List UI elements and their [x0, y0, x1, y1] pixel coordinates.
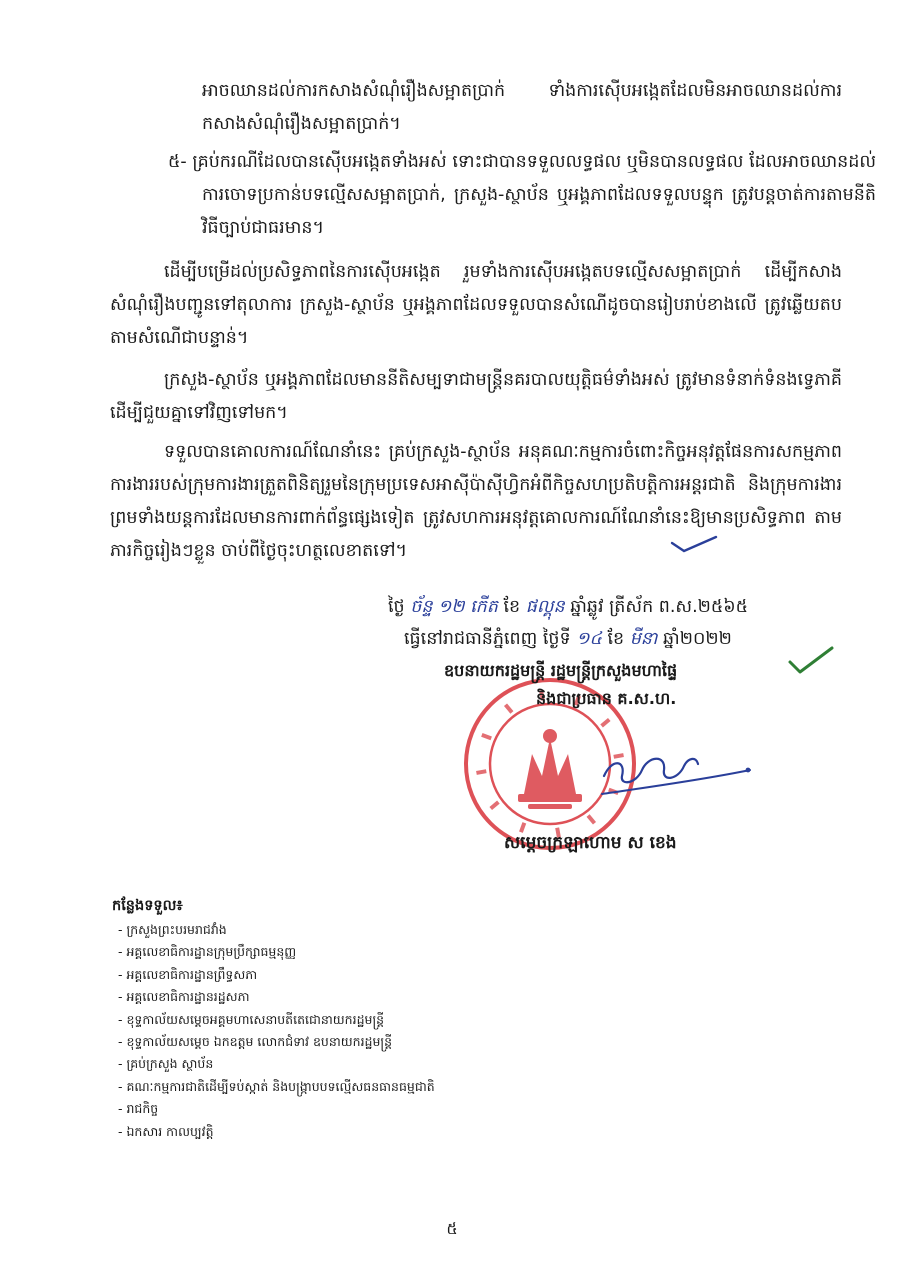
list-item: - ក្រសួងព្រះបរមរាជវាំង: [118, 919, 435, 941]
signatory-title-line-1: ឧបនាយករដ្ឋមន្ត្រី រដ្ឋមន្ត្រីក្រសួងមហាផ្ទៃ: [444, 661, 678, 680]
lunar-phase: កើត: [470, 597, 498, 617]
solar-month: មីនា: [629, 629, 658, 649]
recipients-title: កន្លែងទទួល៖: [112, 898, 183, 914]
lunar-day-name: ច័ន្ទ: [410, 597, 433, 617]
list-item: - ខុទ្ទកាល័យសម្តេច ឯកឧត្តម លោកជំទាវ ឧបនាយករដ្ឋមន្ត្រី: [118, 1031, 435, 1053]
lunar-year: ឆ្នាំឆ្លូវ ត្រីស័ក ព.ស.២៥៦៥: [570, 597, 749, 617]
solar-year: ឆ្នាំ២០២២: [663, 629, 732, 649]
paragraph-closing: ទទួលបានគោលការណ៍ណែនាំនេះ គ្រប់ក្រសួង-ស្ថាប័ន អនុគណៈកម្មការចំពោះកិច្ចអនុវត្តផែនការសកម្មភាពការងាររបស់ក្រុមការងារត្រួតពិនិត្យរួមនៃក្រុមប្រទេសអាស៊ីប៉ាស៊ីហ្វិកអំពីកិច្ចសហប្រតិបត្តិការអន្តរជាតិ និងក្រុមការងារ ព្រមទាំងយន្តការដែលមានការពាក់ព័ន្ធផ្សេងទៀត ត្រូវសហការអនុវត្តគោលការណ៍ណែនាំនេះឱ្យមានប្រសិទ្ធភាព តាមភារកិច្ចរៀងៗខ្លួន ចាប់ពីថ្ងៃចុះហត្ថលេខាតទៅ។: [110, 442, 842, 561]
list-item: - ឯកសារ កាលប្បវត្តិ: [118, 1121, 435, 1143]
lunar-month-prefix: ខែ: [503, 597, 521, 617]
lunar-prefix: ថ្ងៃ: [388, 597, 405, 617]
list-item: - អគ្គលេខាធិការដ្ឋានព្រឹទ្ធសភា: [118, 964, 435, 986]
page-number: ៥: [446, 1219, 458, 1238]
signatory-name: សម្តេចក្រឡាហោម ស ខេង: [504, 833, 677, 853]
paragraph-liaison: ក្រសួង-ស្ថាប័ន ឬអង្គភាពដែលមាននីតិសម្បទាជាមន្ត្រីនគរបាលយុត្តិធម៌ទាំងអស់ ត្រូវមានទំនាក់ទំនងទ្វេភាគី ដើម្បីជួយគ្នាទៅវិញទៅមក។: [110, 370, 842, 423]
place-prefix: ធ្វើនៅរាជធានីភ្នំពេញ ថ្ងៃទី: [404, 629, 571, 649]
list-item: - គណៈកម្មការជាតិដើម្បីទប់ស្កាត់ និងបង្ក្រាបបទល្មើសធនធានធម្មជាតិ: [118, 1076, 435, 1098]
recipients-list: [118, 919, 435, 1143]
list-item: - រាជកិច្ច: [118, 1098, 435, 1120]
handwritten-check-mark-icon: [668, 533, 720, 555]
solar-day: ១៤: [576, 629, 602, 649]
lunar-month: ផល្គុន: [525, 597, 565, 617]
lunar-day-number: ១២: [438, 597, 465, 617]
list-item: - ខុទ្ទកាល័យសម្តេចអគ្គមហាសេនាបតីតេជោនាយករដ្ឋមន្ត្រី: [118, 1009, 435, 1031]
handwritten-signature-icon: [592, 736, 762, 806]
paragraph-continuation: អាចឈានដល់ការកសាងសំណុំរឿងសម្អាតប្រាក់ ទាំងការស៊ើបអង្កេតដែលមិនអាចឈានដល់ការកសាងសំណុំរឿងសម្អាតប្រាក់។: [202, 81, 842, 134]
list-item: - គ្រប់ក្រសួង ស្ថាប័ន: [118, 1053, 435, 1075]
lunar-date-line: [388, 592, 748, 622]
list-item: - អគ្គលេខាធិការដ្ឋានក្រុមប្រឹក្សាធម្មនុញ្ញ: [118, 941, 435, 963]
solar-month-prefix: ខែ: [607, 629, 625, 649]
list-item: - អគ្គលេខាធិការដ្ឋានរដ្ឋសភា: [118, 986, 435, 1008]
solar-date-line: [404, 624, 732, 654]
green-check-mark-icon: [786, 644, 836, 678]
paragraph-request: ដើម្បីបម្រើដល់ប្រសិទ្ធភាពនៃការស៊ើបអង្កេត រួមទាំងការស៊ើបអង្កេតបទល្មើសសម្អាតប្រាក់ ដើម្បីកសាងសំណុំរឿងបញ្ជូនទៅតុលាការ ក្រសួង-ស្ថាប័ន ឬអង្គភាពដែលទទួលបានសំណើដូចបានរៀបរាប់ខាងលើ ត្រូវឆ្លើយតបតាមសំណើជាបន្ទាន់។: [110, 262, 842, 348]
signatory-title-line-2: និងជាប្រធាន គ.ស.ហ.: [536, 689, 677, 708]
paragraph-item-5: ៥- គ្រប់ករណីដែលបានស៊ើបអង្កេតទាំងអស់ ទោះជាបានទទួលលទ្ធផល ឬមិនបានលទ្ធផល ដែលអាចឈានដល់ការចោទប្រកាន់បទល្មើសសម្អាតប្រាក់, ក្រសួង-ស្ថាប័ន ឬអង្គភាពដែលទទួលបន្ទុក ត្រូវបន្តចាត់ការតាមនីតិវិធីច្បាប់ជាធរមាន។: [168, 152, 876, 238]
